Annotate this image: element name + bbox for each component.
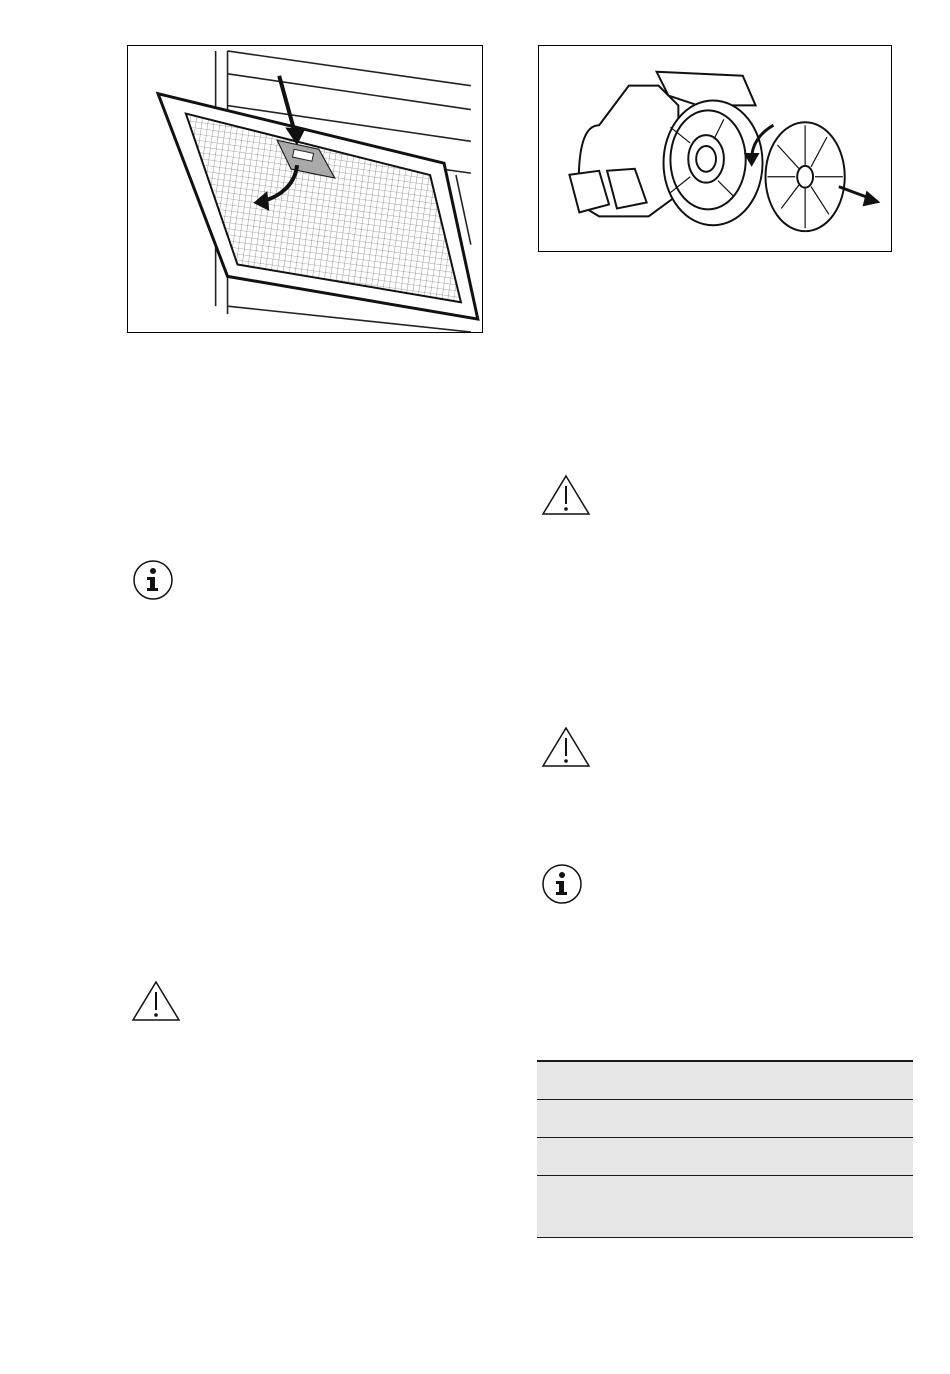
- spec-table: [537, 1060, 913, 1238]
- table-row: [537, 1138, 913, 1176]
- info-icon: [132, 559, 174, 601]
- table-row: [537, 1062, 913, 1100]
- info-icon: [541, 863, 583, 905]
- table-row: [537, 1176, 913, 1237]
- grease-filter-illustration: [127, 45, 483, 333]
- warning-icon: [541, 726, 591, 768]
- warning-icon: [131, 980, 181, 1022]
- warning-icon: [541, 474, 591, 516]
- table-row: [537, 1100, 913, 1138]
- carbon-filter-illustration: [538, 45, 892, 252]
